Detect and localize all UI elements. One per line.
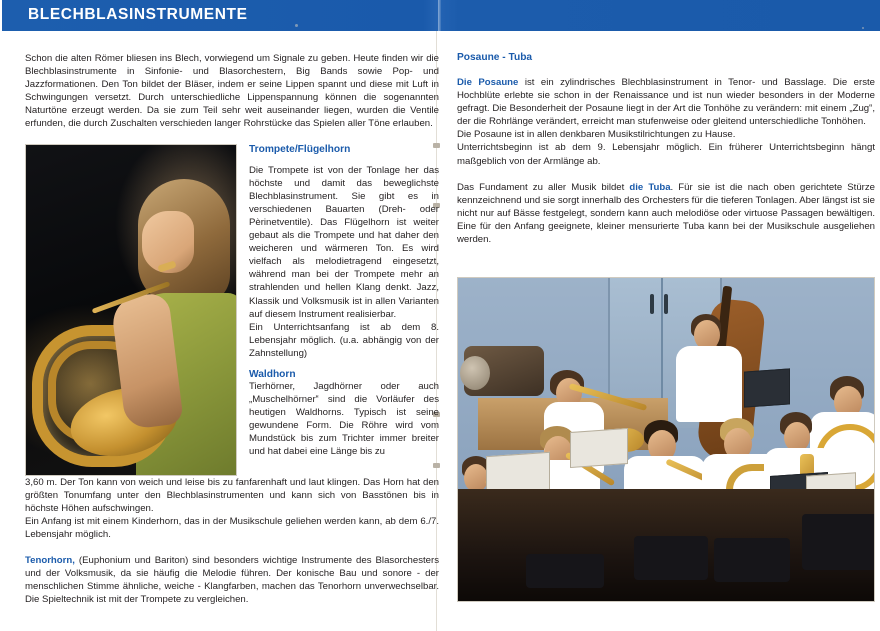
trumpet-paragraph: Die Trompete ist von der Tonlage her das höchste und damit das beweglichste Blechblasinstrument. Sie gibt es in verschiedenen Bauarten (Dreh- oder Pèrinetventile). Das Flügelhorn ist weiter gebaut als die Trompete und hat daher den weicheren und wärmeren Ton. Es wird vielfach als melodietragend eingesetzt, während man bei der Trompete mehr an strahlenden und hellen Klang denkt. Jazz, Klassik und Volksmusik ist in allen Varianten auf diesem Instrument realisierbar. bbox=[249, 164, 439, 320]
posaune-body: ist ein zylindrisches Blechblasinstrument in Tenor- und Basslage. Die erste Hochblüte erlebte sie schon in der Renaissance und ist nun wieder besonders in der Moderne gefragt. Die Besonderheit der Posaune liegt in der Art die Tonhöhe zu verändern: mit einem „Zug‟, der die Rohrlänge verändert, erreicht man stufenweise oder gleitend unterschiedliche Tonhöhen. bbox=[457, 77, 875, 128]
tuba-lead-in: die Tuba bbox=[629, 181, 671, 193]
intro-paragraph: Schon die alten Römer bliesen ins Blech, vorwiegend um Signale zu geben. Heute finden wir die Blechblasinstrumente in Sinfonie- und Blasorchestern, Big Bands sowie Pop- und Jazzformationen. Den Ton bildet der Bläser, indem er seine Lippen spannt und diese mit Luft in Schwingungen versetzt. Durch unterschiedliche Lippenspannung können die sogenannten Naturtöne erzeugt werden. Da sie zum Teil sehr weit auseinander liegen, wurden die Ventile erfunden, die durch Zuschalten verschieden langer Rohrstücke das Spielen aller Töne erlauben. bbox=[25, 53, 439, 130]
waldhorn-heading: Waldhorn bbox=[249, 368, 296, 380]
posaune-paragraph-2: Die Posaune ist in allen denkbaren Musikstilrichtungen zu Hause. bbox=[457, 129, 736, 141]
photo-detail-trousers bbox=[634, 536, 708, 580]
photo-text-block bbox=[25, 144, 439, 476]
tenorhorn-body: (Euphonium und Bariton) sind besonders wichtige Instrumente des Blasorchesters und der Volksmusik, da sie häufig die Melodie führen. Der konische Bau und sonore - der menschlichen Stimme ähnliche, weiche - Klangfarben, machen das Tenorhorn unverwechselbar. Die Spieltechnik ist mit der Trompete zu vergleichen. bbox=[25, 555, 439, 606]
tuba-paragraph bbox=[457, 181, 875, 246]
waldhorn-paragraph-wide: 3,60 m. Der Ton kann von weich und leise bis zu fanfarenhaft und laut klingen. Das Horn hat den größten Tonumfang unter den Blechblasinstrumenten und kann sich von Basstönen bis in höchste Höhen aufschwingen. bbox=[25, 476, 439, 514]
header-band bbox=[2, 0, 880, 31]
photo-detail-player bbox=[676, 346, 742, 422]
right-column bbox=[457, 52, 875, 246]
tenorhorn-lead-in: Tenorhorn, bbox=[25, 555, 75, 567]
posaune-paragraph-3: Unterrichtsbeginn ist ab dem 9. Lebensjahr möglich. Ein früherer Unterrichtsbeginn hängt maßgeblich von der Armlänge ab. bbox=[457, 142, 875, 167]
waldhorn-continuation bbox=[25, 476, 439, 607]
photo-detail-trousers bbox=[802, 514, 875, 570]
tuba-text-after: . Für sie ist die nach oben gerichtete Stürze kennzeichnend und sie sorgt innerhalb des Orchesters für die tieferen Tonlagen. Aber längst ist sie nicht nur auf Bässe festgelegt, sondern kann auch melodiöse oder virtuose Passagen bewältigen. Eine für den Anfang geeignete, kleiner mensurierte Tuba kann bei der Musikschule ausgeliehen werden. bbox=[457, 181, 875, 246]
waldhorn-paragraph-wide-2: Ein Anfang ist mit einem Kinderhorn, das in der Musikschule geliehen werden kann, ab dem 6./7. Lebensjahr möglich. bbox=[25, 515, 439, 540]
header-fold-seam bbox=[438, 0, 441, 31]
paper-speck bbox=[862, 27, 864, 29]
photo-detail-face bbox=[464, 464, 488, 492]
trumpet-heading: Trompete/Flügelhorn bbox=[249, 143, 351, 155]
photo-detail-door-handle bbox=[664, 294, 668, 314]
page-title: BLECHBLASINSTRUMENTE bbox=[28, 6, 248, 23]
left-column bbox=[25, 52, 439, 606]
photo-youth-orchestra bbox=[457, 277, 875, 602]
photo-waldhorn-player bbox=[25, 144, 237, 476]
photo-detail-door-handle bbox=[650, 294, 654, 314]
photo-detail-music-stand bbox=[744, 368, 790, 407]
photo-detail-trousers bbox=[714, 538, 790, 582]
trumpet-section bbox=[249, 144, 439, 459]
photo-detail-trousers bbox=[526, 554, 604, 588]
paper-speck bbox=[295, 24, 298, 27]
posaune-tuba-heading: Posaune - Tuba bbox=[457, 52, 533, 63]
tuba-text-before: Das Fundament zu aller Musik bildet bbox=[457, 181, 630, 193]
tenorhorn-paragraph bbox=[25, 554, 439, 606]
posaune-paragraph bbox=[457, 76, 875, 128]
photo-detail-drum bbox=[460, 356, 490, 390]
trumpet-paragraph-2: Ein Unterrichtsanfang ist ab dem 8. Lebensjahr möglich. (u.a. abhängig von der Zahnstellung) bbox=[249, 321, 439, 359]
waldhorn-paragraph-narrow: Tierhörner, Jagdhörner oder auch „Muschelhörner‟ sind die Vorläufer des heutigen Waldhorns. Typisch ist seine gewundene Form. Die Röhre wird vom Mundstück bis zum Trichter immer breiter und hat dabei eine Länge bis zu bbox=[249, 380, 439, 458]
photo-detail-music-stand bbox=[570, 428, 628, 468]
posaune-lead-in: Die Posaune bbox=[457, 77, 519, 88]
